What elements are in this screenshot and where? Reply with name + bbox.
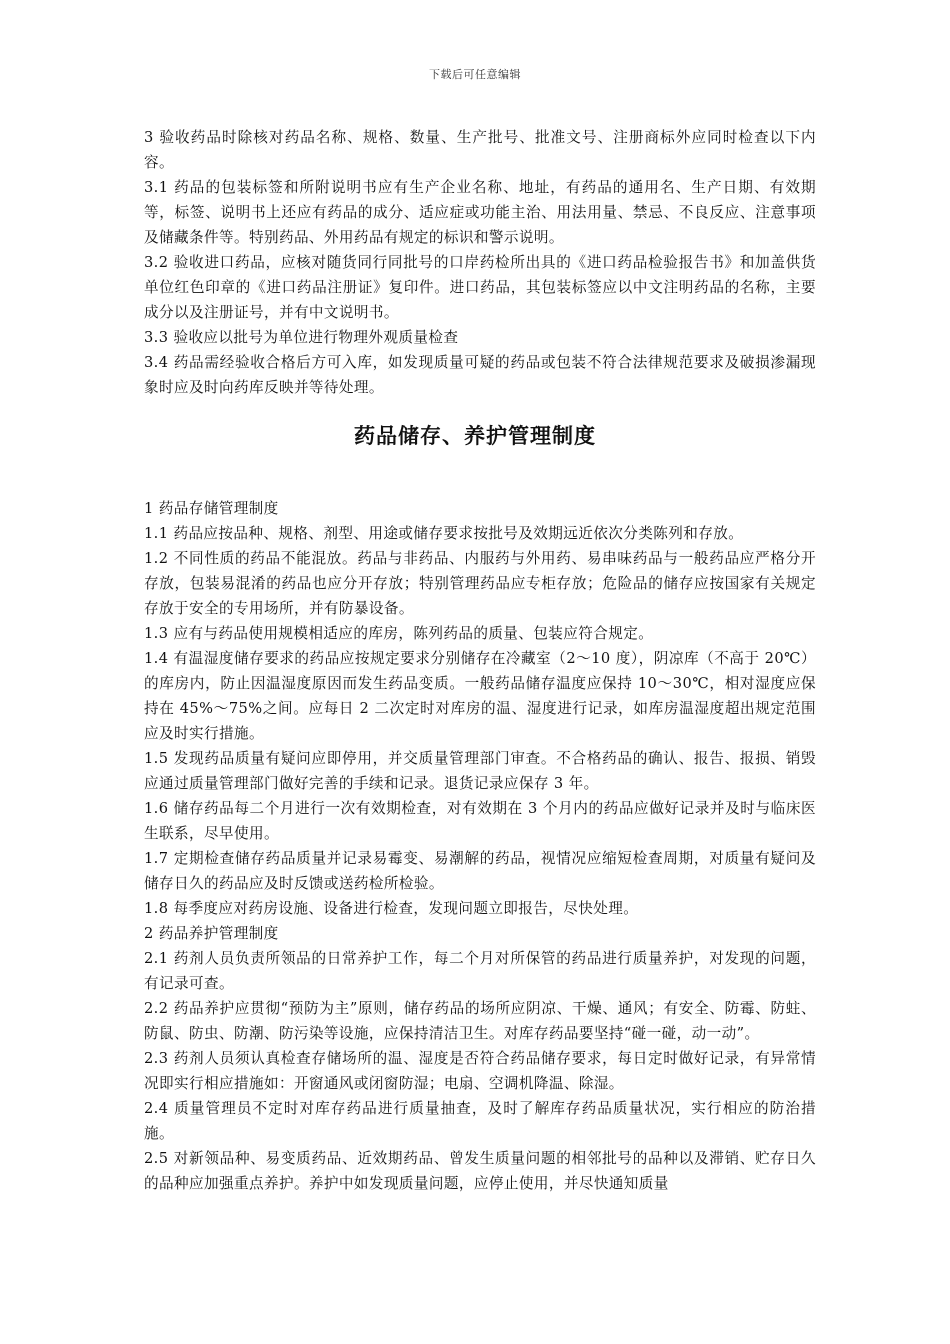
paragraph-1-3: 1.3 应有与药品使用规模相适应的库房，陈列药品的质量、包装应符合规定。 [144,625,654,642]
paragraph-1-6: 1.6 储存药品每二个月进行一次有效期检查，对有效期在 3 个月内的药品应做好记录并及时与临床医生联系，尽早使用。 [144,800,816,842]
paragraph-3: 3 验收药品时除核对药品名称、规格、数量、生产批号、批准文号、注册商标外应同时检查以下内容。 [144,129,816,171]
paragraph-2-4: 2.4 质量管理员不定时对库存药品进行质量抽查，及时了解库存药品质量状况，实行相应的防治措施。 [144,1100,816,1142]
heading-storage: 1 药品存储管理制度 [144,500,279,517]
paragraph-2-3: 2.3 药剂人员须认真检查存储场所的温、湿度是否符合药品储存要求，每日定时做好记录，有异常情况即实行相应措施如：开窗通风或闭窗防湿；电扇、空调机降温、除湿。 [144,1050,816,1092]
storage-maintenance-section [144,496,816,1196]
paragraph-3-4: 3.4 药品需经验收合格后方可入库，如发现质量可疑的药品或包装不符合法律规范要求及破损渗漏现象时应及时向药库反映并等待处理。 [144,354,816,396]
paragraph-2-5: 2.5 对新领品种、易变质药品、近效期药品、曾发生质量问题的相邻批号的品种以及滞销、贮存日久的品种应加强重点养护。养护中如发现质量问题，应停止使用，并尽快通知质量 [144,1150,816,1192]
paragraph-1-8: 1.8 每季度应对药房设施、设备进行检查，发现问题立即报告，尽快处理。 [144,900,639,917]
paragraph-2-2: 2.2 药品养护应贯彻“预防为主”原则，储存药品的场所应阴凉、干燥、通风；有安全、防霉、防蛀、防鼠、防虫、防潮、防污染等设施，应保持清洁卫生。对库存药品要坚持“碰一碰，动一动”。 [144,1000,816,1042]
paragraph-2-1: 2.1 药剂人员负责所领品的日常养护工作，每二个月对所保管的药品进行质量养护，对发现的问题，有记录可查。 [144,950,816,992]
paragraph-1-7: 1.7 定期检查储存药品质量并记录易霉变、易潮解的药品，视情况应缩短检查周期，对质量有疑问及储存日久的药品应及时反馈或送药检所检验。 [144,850,816,892]
paragraph-3-1: 3.1 药品的包装标签和所附说明书应有生产企业名称、地址，有药品的通用名、生产日期、有效期等，标签、说明书上还应有药品的成分、适应症或功能主治、用法用量、禁忌、不良反应、注意事项及储藏条件等。特别药品、外用药品有规定的标识和警示说明。 [144,179,816,246]
paragraph-1-1: 1.1 药品应按品种、规格、剂型、用途或储存要求按批号及效期远近依次分类陈列和存放。 [144,525,744,542]
heading-maintenance: 2 药品养护管理制度 [144,925,279,942]
acceptance-section [144,125,816,400]
paragraph-1-4: 1.4 有温湿度储存要求的药品应按规定要求分别储存在冷藏室（2～10 度），阴凉库（不高于 20℃）的库房内，防止因温湿度原因而发生药品变质。一般药品储存温度应保持 10～30℃，相对湿度应保持在 45%～75%之间。应每日 2 二次定时对库房的温、湿度进行记录，如库房温湿度超出规定范围应及时实行措施。 [144,650,816,742]
paragraph-1-5: 1.5 发现药品质量有疑问应即停用，并交质量管理部门审查。不合格药品的确认、报告、报损、销毁应通过质量管理部门做好完善的手续和记录。退货记录应保存 3 年。 [144,750,816,792]
paragraph-3-3: 3.3 验收应以批号为单位进行物理外观质量检查 [144,329,459,346]
header-note: 下载后可任意编辑 [429,68,521,81]
paragraph-3-2: 3.2 验收进口药品，应核对随货同行同批号的口岸药检所出具的《进口药品检验报告书》和加盖供货单位红色印章的《进口药品注册证》复印件。进口药品，其包装标签应以中文注明药品的名称，主要成分以及注册证号，并有中文说明书。 [144,254,816,321]
document-title: 药品储存、养护管理制度 [354,423,596,448]
paragraph-1-2: 1.2 不同性质的药品不能混放。药品与非药品、内服药与外用药、易串味药品与一般药品应严格分开存放，包装易混淆的药品也应分开存放；特别管理药品应专柜存放；危险品的储存应按国家有关规定存放于安全的专用场所，并有防暴设备。 [144,550,816,617]
